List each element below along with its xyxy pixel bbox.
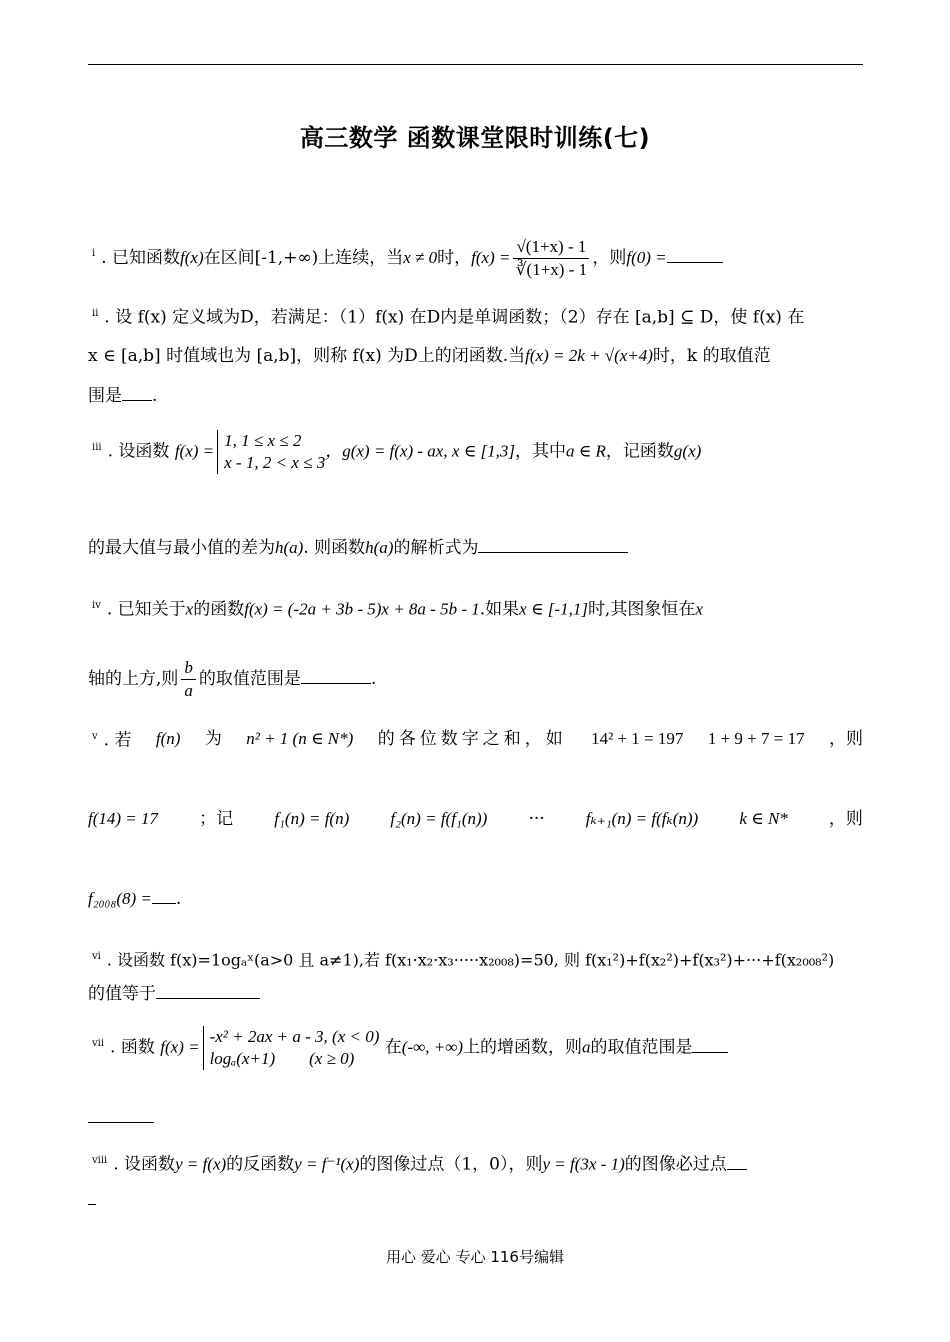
fraction: $\frac{b}{a}$ — [181, 657, 196, 702]
answer-blank — [88, 1186, 96, 1205]
question-6-line-2: 的值等于 — [88, 980, 863, 1007]
piecewise: -x² + 2ax + a - 3, (x < 0) logₐ(x+1) (x ≥ 0) — [203, 1026, 380, 1070]
question-6-line-1: $^{vi}$ . 设函数 f(x)=1ogₐˣ(a>0 且 a≠1),若 f(x₁·x₂·x₃·····x₂₀₀₈)=50, 则 f(x₁²)+f(x₂²)+f(x₃²)+···+f(x₂₀₀₈²) — [92, 950, 835, 970]
answer-blank — [692, 1034, 728, 1053]
question-number: vii — [92, 1037, 105, 1049]
page-title: 高三数学 函数课堂限时训练(七) — [299, 124, 651, 152]
answer-blank — [122, 382, 152, 401]
question-4-line-1: $^{iv}$ . 已知关于x的函数f(x) = (-2a + 3b - 5)x + 8a - 5b - 1.如果x ∈ [-1,1]时,其图象恒在x — [92, 599, 703, 620]
answer-blank — [667, 244, 723, 263]
question-2-line-1: $^{ii}$ . 设 f(x) 定义域为D，若满足：（1）f(x) 在D内是单调函数；（2）存在 [a,b] ⊆ D，使 f(x) 在 — [92, 307, 805, 328]
question-4-line-2: 轴的上方,则 $\frac{b}{a}$ 的取值范围是 . — [88, 658, 377, 700]
question-5-line-1: $^v$ . 若 f(n) 为 n² + 1 (n ∈ N*) 的各位数字之和，如 14² + 1 = 197 1 + 9 + 7 = 17 ，则 — [92, 728, 863, 751]
question-number: iii — [92, 441, 102, 453]
answer-blank — [156, 980, 260, 999]
question-1: $^i$ . 已知函数f(x)在区间[-1,+∞)上连续，当x ≠ 0时，f(x) = $\frac{√(1+x) - 1}{∛(1+x) - 1}$ ，则f(0) = — [88, 236, 863, 281]
question-2-line-3: 围是 . — [88, 382, 863, 409]
question-8-line-2 — [88, 1186, 863, 1213]
answer-blank — [478, 534, 628, 553]
question-7-line-1: $^{vii}$ . 函数 f(x) = -x² + 2ax + a - 3, (x < 0) logₐ(x+1) (x ≥ 0) 在(-∞, +∞)上的增函数，则a的取值范围是 — [88, 1026, 863, 1070]
question-5-line-2: f(14) = 17 ；记 f₁(n) = f(n) f₂(n) = f(f₁(n)) ··· fₖ₊₁(n) = f(fₖ(n)) k ∈ N* ，则 — [88, 809, 863, 829]
answer-blank — [301, 665, 371, 684]
question-number: vi — [92, 951, 101, 962]
page-footer: 用心 爱心 专心 116号编辑 — [386, 1248, 564, 1266]
answer-blank — [88, 1104, 154, 1123]
question-number: viii — [92, 1155, 108, 1166]
top-rule — [88, 64, 863, 65]
piecewise: 1, 1 ≤ x ≤ 2 x - 1, 2 < x ≤ 3 — [217, 430, 325, 474]
question-7-line-2 — [88, 1104, 863, 1131]
fraction: $\frac{√(1+x) - 1}{∛(1+x) - 1}$ — [513, 236, 589, 281]
question-2-line-2: x ∈ [a,b] 时值域也为 [a,b]，则称 f(x) 为D上的闭函数.当f(x) = 2k + √(x+4)时，k 的取值范 — [88, 346, 771, 366]
question-number: v — [92, 731, 98, 742]
question-5-line-3: f₂₀₀₈(8) = . — [88, 885, 863, 912]
question-number: ii — [92, 308, 99, 319]
question-number: i — [92, 248, 96, 260]
question-3-line-1: $^{iii}$ . 设函数 f(x) = 1, 1 ≤ x ≤ 2 x - 1, 2 < x ≤ 3 ，g(x) = f(x) - ax, x ∈ [1,3]，其中a ∈ R，记函数g(x) — [92, 431, 702, 472]
question-3-line-2: 的最大值与最小值的差为h(a). 则函数h(a)的解析式为 — [88, 534, 863, 561]
answer-blank — [727, 1151, 747, 1170]
answer-blank — [152, 885, 176, 904]
question-8-line-1: $^{viii}$ . 设函数y = f(x)的反函数y = f⁻¹(x)的图像过点（1，0），则y = f(3x - 1)的图像必过点 — [88, 1148, 863, 1178]
question-number: iv — [92, 600, 101, 611]
